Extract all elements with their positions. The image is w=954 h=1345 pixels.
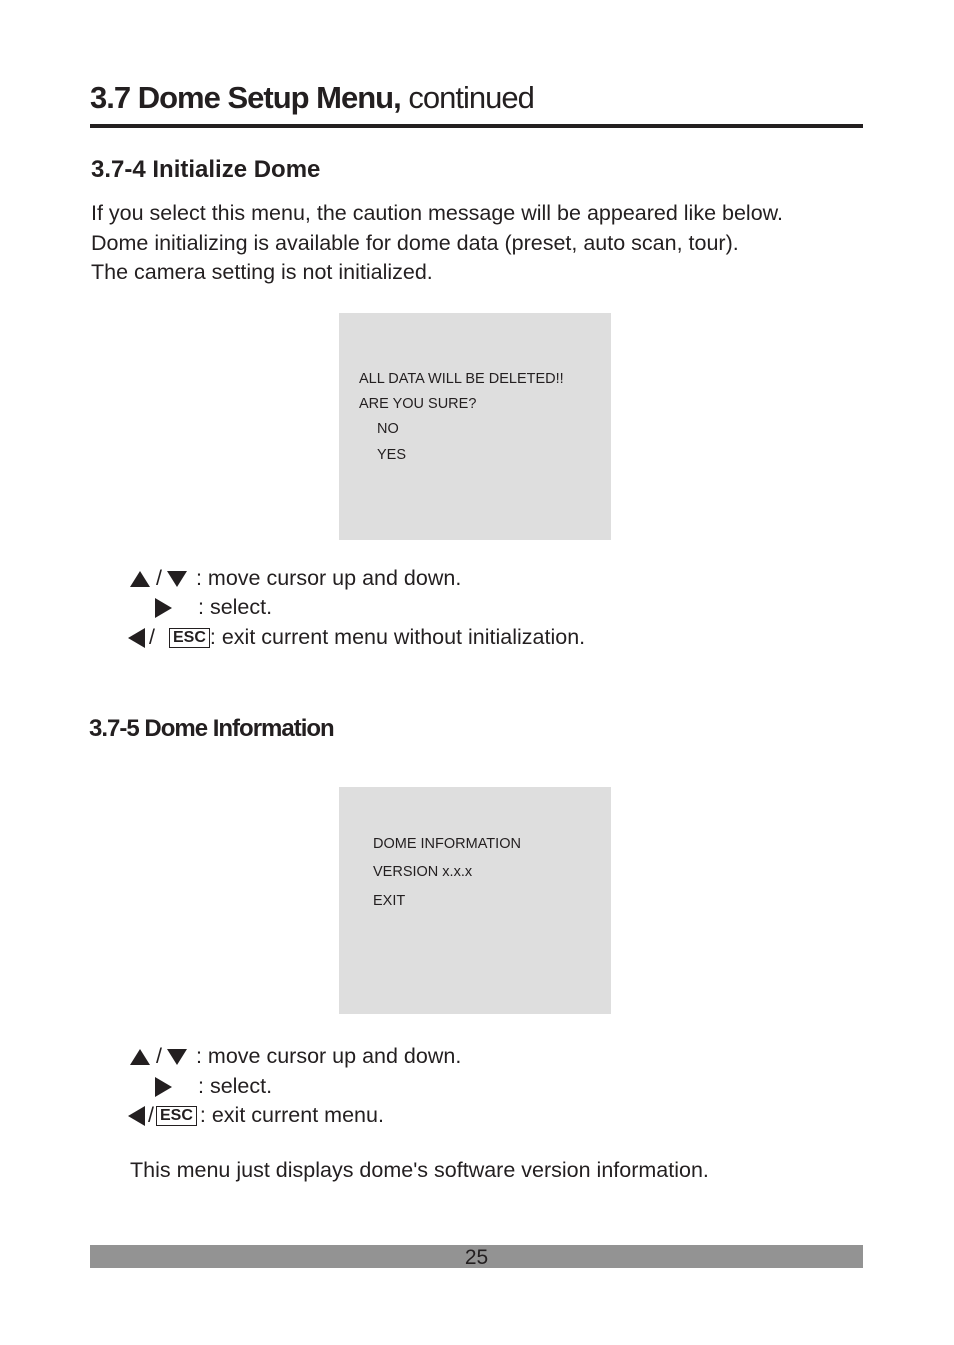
section-heading-initialize-dome: 3.7-4 Initialize Dome: [91, 156, 321, 183]
up-arrow-icon: [130, 1049, 150, 1065]
key-legend-select: [155, 595, 272, 620]
section-heading-dome-information: 3.7-5 Dome Information: [89, 715, 334, 742]
key-legend-updown: [130, 1044, 461, 1069]
screen-exit-option[interactable]: EXIT: [373, 893, 406, 909]
page-title-continued: continued: [408, 80, 534, 115]
left-arrow-icon: [128, 628, 145, 648]
down-arrow-icon: [167, 1049, 187, 1065]
paragraph-line: Dome initializing is available for dome data (preset, auto scan, tour).: [91, 230, 739, 255]
key-description: : select.: [198, 1074, 273, 1098]
up-arrow-icon: [130, 571, 150, 587]
right-arrow-icon: [155, 1077, 172, 1097]
key-separator: /: [156, 566, 162, 590]
page-title: [90, 80, 534, 116]
key-description: : move cursor up and down.: [195, 566, 462, 590]
osd-screen-information: [339, 787, 611, 1014]
page-title-bold: 3.7 Dome Setup Menu,: [90, 80, 401, 115]
right-arrow-icon: [155, 598, 172, 618]
key-separator: /: [148, 1103, 154, 1127]
key-description: : select.: [198, 595, 273, 619]
esc-key-icon: ESC: [169, 628, 210, 648]
screen-warning: ALL DATA WILL BE DELETED!!: [359, 371, 564, 387]
screen-option-yes[interactable]: YES: [377, 447, 407, 463]
key-description: : move cursor up and down.: [195, 1044, 462, 1068]
key-description: : exit current menu.: [199, 1103, 384, 1127]
page-number: 25: [464, 1246, 489, 1269]
osd-screen-initialize: [339, 313, 611, 540]
section-paragraph: [91, 199, 783, 288]
section-note: This menu just displays dome's software version information.: [130, 1158, 709, 1182]
key-legend-updown: [130, 566, 461, 591]
paragraph-line: The camera setting is not initialized.: [91, 260, 433, 284]
paragraph-line: If you select this menu, the caution message will be appeared like below.: [91, 201, 783, 225]
screen-option-no[interactable]: NO: [377, 421, 399, 437]
screen-title: DOME INFORMATION: [373, 836, 521, 852]
key-description: : exit current menu without initialization.: [209, 625, 586, 649]
screen-question: ARE YOU SURE?: [359, 396, 477, 412]
esc-key-icon: ESC: [156, 1106, 197, 1126]
key-separator: /: [149, 625, 155, 649]
key-legend-exit: [128, 625, 585, 650]
key-legend-select: [155, 1074, 272, 1099]
key-legend-exit: [128, 1103, 384, 1128]
key-separator: /: [156, 1044, 162, 1068]
left-arrow-icon: [128, 1106, 145, 1126]
down-arrow-icon: [167, 571, 187, 587]
screen-version: VERSION x.x.x: [373, 864, 473, 880]
title-rule: [90, 124, 863, 128]
